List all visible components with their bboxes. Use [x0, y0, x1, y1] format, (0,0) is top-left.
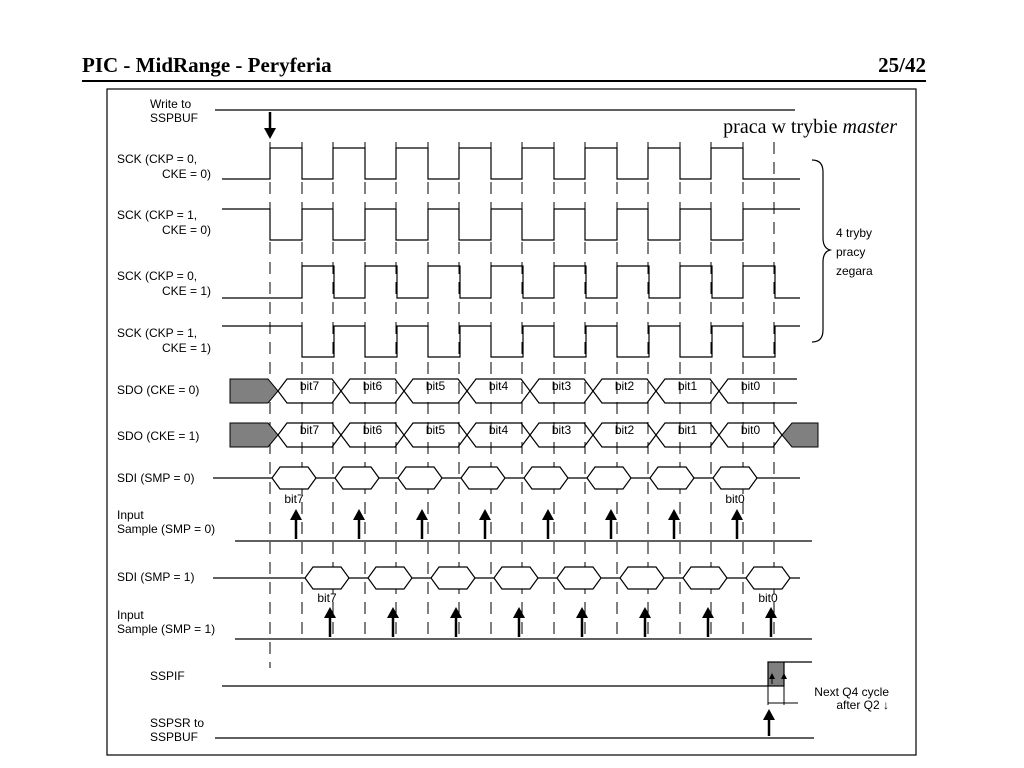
diagram-frame	[107, 89, 916, 755]
sdi-smp0-window	[272, 467, 316, 489]
label-sdo-cke1: SDO (CKE = 1)	[117, 429, 200, 443]
next-q4-label-2: after Q2 ↓	[836, 698, 889, 712]
sdi-smp0-first-bit: bit7	[284, 492, 304, 506]
sdo-cke0-leading-fill	[230, 379, 278, 403]
label-sck4-1: SCK (CKP = 1,	[117, 326, 198, 340]
sdi-smp1-first-bit: bit7	[317, 591, 337, 605]
page-number: 25/42	[878, 53, 926, 77]
label-sspsr-2: SSPBUF	[150, 730, 199, 744]
signal-labels	[117, 97, 215, 744]
label-sdi-smp0: SDI (SMP = 0)	[117, 471, 195, 485]
label-sdo-cke0: SDO (CKE = 0)	[117, 383, 200, 397]
sdo-cke1-bit-label: bit7	[299, 423, 320, 437]
sdi-smp0-window	[524, 467, 568, 489]
sdi-smp1-window	[368, 567, 412, 589]
sdo-cke1-bit-label: bit2	[614, 423, 635, 437]
label-sck3-1: SCK (CKP = 0,	[117, 269, 198, 283]
label-sck2-1: SCK (CKP = 1,	[117, 208, 198, 222]
sdi-smp1-window	[746, 567, 790, 589]
input-smp0-arrow-head	[605, 509, 617, 520]
mode-note-italic: master	[842, 116, 897, 138]
page-title: PIC - MidRange - Peryferia	[82, 53, 332, 77]
sdo-cke0-bit-label: bit0	[740, 379, 761, 393]
input-smp1-arrow-head	[576, 607, 588, 618]
label-sdi-smp1: SDI (SMP = 1)	[117, 570, 195, 584]
sdo-cke0-bit-label: bit3	[551, 379, 572, 393]
sdo-cke1-bit-label: bit6	[362, 423, 383, 437]
input-smp0-arrow-head	[416, 509, 428, 520]
sdo-cke0-bit-label: bit2	[614, 379, 635, 393]
sdo-cke0-bit-label: bit7	[299, 379, 320, 393]
input-smp1-arrow-head	[513, 607, 525, 618]
label-sck1-2: CKE = 0)	[161, 167, 211, 181]
label-input-smp1-1: Input	[117, 608, 144, 622]
sdi-smp1-window	[305, 567, 349, 589]
sdo-cke1-bit-label: bit3	[551, 423, 572, 437]
label-input-smp0-1: Input	[117, 508, 144, 522]
input-smp1-arrow-head	[387, 607, 399, 618]
sdo-cke1-bit-label: bit5	[425, 423, 446, 437]
label-sspif: SSPIF	[150, 669, 185, 683]
write-arrow-head	[264, 128, 276, 139]
sdo-cke1-trailing-fill	[782, 423, 818, 447]
label-sck2-2: CKE = 0)	[161, 223, 211, 237]
sdo-cke0-bit-label: bit4	[488, 379, 509, 393]
sdi-smp0-window	[713, 467, 757, 489]
brace-label-1: 4 tryby	[836, 226, 873, 240]
sck-ckp0-cke1-wave	[222, 266, 800, 298]
sdi-smp0-window	[461, 467, 505, 489]
next-q4-label-1: Next Q4 cycle	[814, 685, 889, 699]
sck-ckp0-cke0-wave	[222, 148, 800, 179]
input-smp0-arrow-head	[731, 509, 743, 520]
input-smp1-arrow-head	[450, 607, 462, 618]
sdo-cke1-leading-fill	[230, 423, 278, 447]
input-smp1-arrow-head	[765, 607, 777, 618]
label-input-smp1-2: Sample (SMP = 1)	[117, 622, 216, 636]
input-smp0-arrow-head	[479, 509, 491, 520]
mode-note	[723, 116, 897, 138]
input-smp0-arrow-head	[542, 509, 554, 520]
label-sck1-1: SCK (CKP = 0,	[117, 152, 198, 166]
sdi-smp1-window	[557, 567, 601, 589]
sdo-cke0-bit-label: bit1	[677, 379, 698, 393]
sdo-cke1-bit-label: bit0	[740, 423, 761, 437]
clock-modes-brace	[812, 160, 830, 342]
brace-label-3: zegara	[836, 264, 873, 278]
sdo-cke0-bit-label: bit5	[425, 379, 446, 393]
waveforms	[213, 110, 818, 738]
sdo-cke1-bit-label: bit1	[677, 423, 698, 437]
sdi-smp1-window	[683, 567, 727, 589]
sdo-cke1-bit-label: bit4	[488, 423, 509, 437]
sdi-smp0-window	[398, 467, 442, 489]
input-smp1-arrow-head	[324, 607, 336, 618]
input-smp0-arrow-head	[668, 509, 680, 520]
input-smp1-arrow-head	[702, 607, 714, 618]
label-input-smp0-2: Sample (SMP = 0)	[117, 522, 216, 536]
sdi-smp1-window	[431, 567, 475, 589]
brace-label-2: pracy	[836, 245, 866, 259]
sdi-smp0-last-bit: bit0	[725, 492, 745, 506]
sspif-flag-fill	[768, 662, 784, 686]
input-smp1-arrow-head	[639, 607, 651, 618]
sdi-smp0-window	[335, 467, 379, 489]
sck-ckp1-cke0-wave	[222, 209, 800, 240]
sdi-smp1-window	[620, 567, 664, 589]
sdi-smp1-last-bit: bit0	[758, 591, 778, 605]
label-sspsr-1: SSPSR to	[150, 716, 205, 730]
sdo-cke0-bit-label: bit6	[362, 379, 383, 393]
sspsr-arrow-head	[763, 709, 775, 720]
sdi-smp1-window	[494, 567, 538, 589]
input-smp0-arrow-head	[290, 509, 302, 520]
label-write-sspbuf-2: SSPBUF	[150, 111, 199, 125]
label-write-sspbuf-1: Write to	[150, 97, 192, 111]
label-sck4-2: CKE = 1)	[161, 341, 211, 355]
mode-note-text: praca w trybie	[723, 116, 843, 138]
sdi-smp0-window	[650, 467, 694, 489]
sck-ckp1-cke1-wave	[222, 326, 800, 357]
input-smp0-arrow-head	[353, 509, 365, 520]
sdi-smp0-window	[587, 467, 631, 489]
label-sck3-2: CKE = 1)	[161, 284, 211, 298]
